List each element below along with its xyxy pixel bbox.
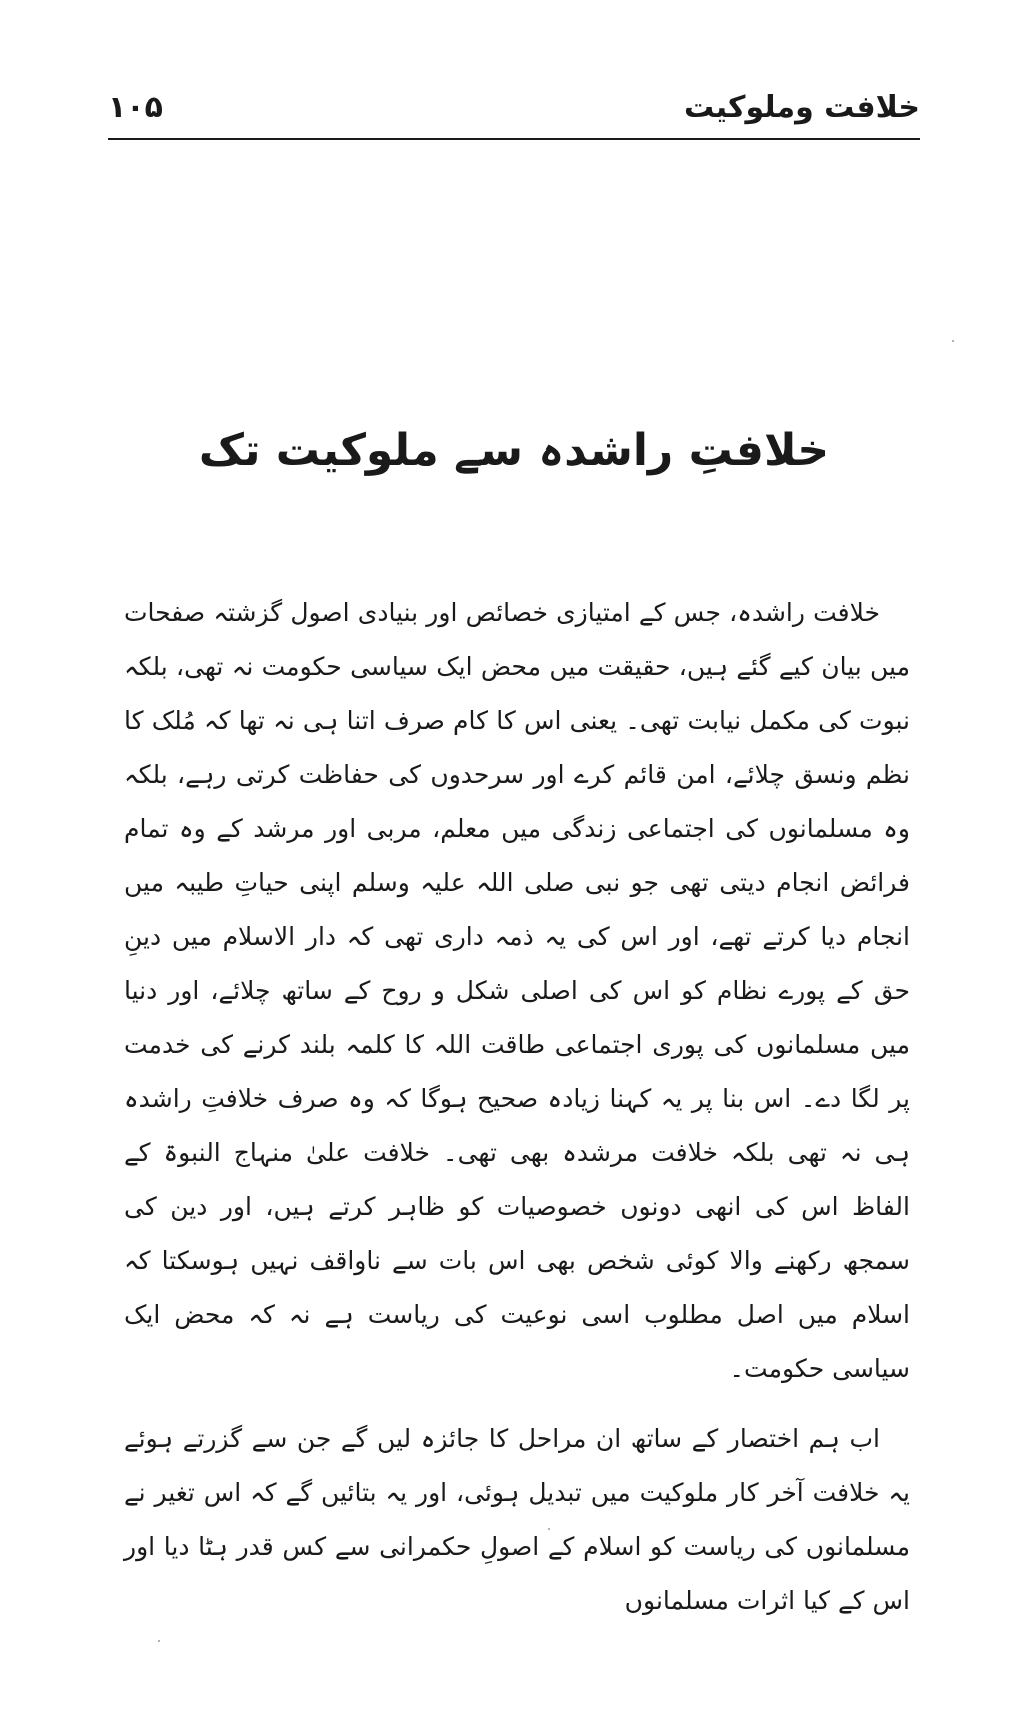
page-number: ۱۰۵ [108,90,163,125]
running-head-title: خلافت وملوکیت [684,90,920,125]
header-rule [108,138,920,140]
paragraph-2: اب ہم اختصار کے ساتھ ان مراحل کا جائزہ لیں گے جن سے گزرتے ہوئے یہ خلافت آخر کار ملوکیت میں تبدیل ہوئی، اور یہ بتائیں گے کہ اس تغیر نے مسلمانوں کی ریاست کو اسلام کے اصولِ حکمرانی سے کس قدر ہٹا دیا اور اس کے کیا اثرات مسلمانوں [124,1424,910,1615]
scan-speck [952,340,954,342]
paragraph-1: خلافت راشدہ، جس کے امتیازی خصائص اور بنیادی اصول گزشتہ صفحات میں بیان کیے گئے ہیں، حقیقت میں محض ایک سیاسی حکومت نہ تھی، بلکہ نبوت کی مکمل نیابت تھی۔ یعنی اس کا کام صرف اتنا ہی نہ تھا کہ مُلک کا نظم ونسق چلائے، امن قائم کرے اور سرحدوں کی حفاظت کرتی رہے، بلکہ وہ مسلمانوں کی اجتماعی زندگی میں معلم، مربی اور مرشد کے وہ تمام فرائض انجام دیتی تھی جو نبی صلی اللہ علیہ وسلم اپنی حیاتِ طیبہ میں انجام دیا کرتے تھے، اور اس کی یہ ذمہ داری تھی کہ دار الاسلام میں دینِ حق کے پورے نظام کو اس کی اصلی شکل و روح کے ساتھ چلائے، اور دنیا میں مسلمانوں کی پوری اجتماعی طاقت اللہ کا کلمہ بلند کرنے کی خدمت پر لگا دے۔ اس بنا پر یہ کہنا زیادہ صحیح ہوگا کہ وہ صرف خلافتِ راشدہ ہی نہ تھی بلکہ خلافت مرشدہ بھی تھی۔ خلافت علیٰ منہاج النبوۃ کے الفاظ اس کی انھی دونوں خصوصیات کو ظاہر کرتے ہیں، اور دین کی سمجھ رکھنے والا کوئی شخص بھی اس بات سے ناواقف نہیں ہوسکتا کہ اسلام میں اصل مطلوب اسی نوعیت کی ریاست ہے نہ کہ محض ایک سیاسی حکومت۔ [124,598,910,1383]
scan-speck [548,1528,550,1530]
chapter-title: خلافتِ راشدہ سے ملوکیت تک [198,425,830,476]
scan-speck [158,1640,160,1642]
page-header [108,86,920,134]
body-text [124,586,910,1628]
